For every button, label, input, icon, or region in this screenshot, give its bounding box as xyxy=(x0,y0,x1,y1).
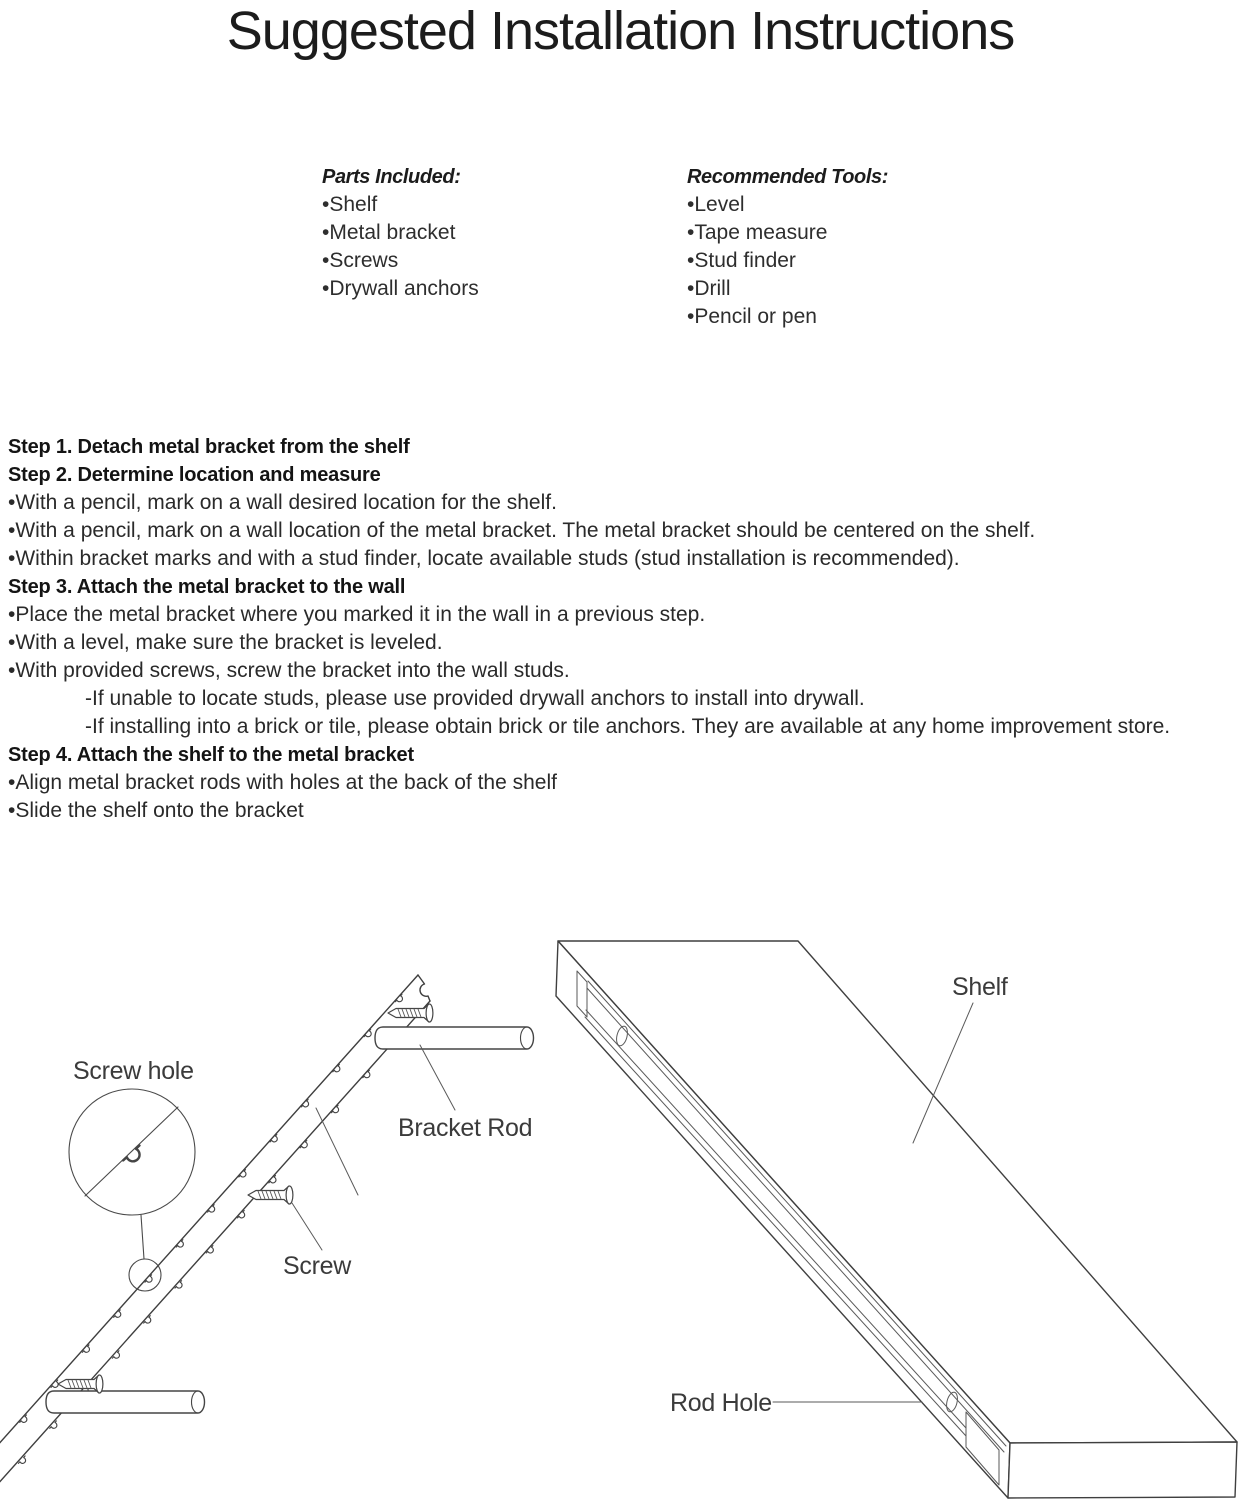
step-bullet: •Place the metal bracket where you marked it in the wall in a previous step. xyxy=(8,603,706,626)
step-heading: Step 2. Determine location and measure xyxy=(8,464,381,486)
parts-included-list xyxy=(322,163,479,303)
bracket-rod-leader-line xyxy=(420,1045,455,1110)
step-bullet: •Slide the shelf onto the bracket xyxy=(8,799,304,822)
step-bullet: •With a level, make sure the bracket is leveled. xyxy=(8,631,443,654)
rod-hole-label: Rod Hole xyxy=(670,1389,772,1417)
parts-item: •Metal bracket xyxy=(322,221,456,244)
screw-top xyxy=(388,1004,433,1022)
tools-item: •Tape measure xyxy=(687,221,828,244)
parts-included-heading: Parts Included: xyxy=(322,166,461,188)
shelf-label: Shelf xyxy=(952,973,1008,1001)
shelf-drawing xyxy=(556,941,1237,1498)
shelf-end-face xyxy=(1008,1442,1237,1498)
parts-item: •Screws xyxy=(322,249,399,272)
tools-item: •Stud finder xyxy=(687,249,796,272)
tools-item: •Drill xyxy=(687,277,731,300)
bracket-rod-label: Bracket Rod xyxy=(398,1114,533,1142)
steps-section xyxy=(8,433,1238,825)
step-bullet: •Align metal bracket rods with holes at the back of the shelf xyxy=(8,771,557,794)
magnifier-circle xyxy=(69,1089,195,1215)
tools-item: •Pencil or pen xyxy=(687,305,817,328)
parts-item: •Shelf xyxy=(322,193,378,216)
bracket-rod-bottom xyxy=(46,1391,205,1413)
recommended-tools-heading: Recommended Tools: xyxy=(687,166,888,188)
step-bullet: •With provided screws, screw the bracket into the wall studs. xyxy=(8,659,570,682)
bracket-pointer-line xyxy=(316,1108,358,1195)
screw-middle xyxy=(248,1186,293,1204)
parts-item: •Drywall anchors xyxy=(322,277,479,300)
step-bullet: •With a pencil, mark on a wall location of the metal bracket. The metal bracket should be centered on the shelf. xyxy=(8,519,1036,542)
tools-item: •Level xyxy=(687,193,745,216)
step-subnote: -If installing into a brick or tile, please obtain brick or tile anchors. They are available at any home improvement store. xyxy=(85,715,1171,738)
step-heading: Step 1. Detach metal bracket from the shelf xyxy=(8,436,410,458)
step-heading: Step 4. Attach the shelf to the metal bracket xyxy=(8,744,414,766)
screw-label: Screw xyxy=(283,1252,351,1280)
step-heading: Step 3. Attach the metal bracket to the wall xyxy=(8,576,406,598)
installation-diagram xyxy=(0,880,1241,1500)
step-bullet: •With a pencil, mark on a wall desired location for the shelf. xyxy=(8,491,557,514)
step-subnote: -If unable to locate studs, please use provided drywall anchors to install into drywall. xyxy=(85,687,865,710)
screw-leader-line xyxy=(292,1203,322,1250)
screw-hole-magnifier xyxy=(69,1089,195,1291)
screw-hole-label: Screw hole xyxy=(73,1057,194,1085)
bracket-rod-top xyxy=(375,1027,534,1049)
page-title: Suggested Installation Instructions xyxy=(226,1,1015,61)
recommended-tools-list xyxy=(687,163,888,331)
highlight-circle xyxy=(129,1259,161,1291)
bracket-tip xyxy=(418,975,430,1001)
step-bullet: •Within bracket marks and with a stud finder, locate available studs (stud installation is recommended). xyxy=(8,547,960,570)
magnifier-connector-line xyxy=(141,1215,144,1259)
